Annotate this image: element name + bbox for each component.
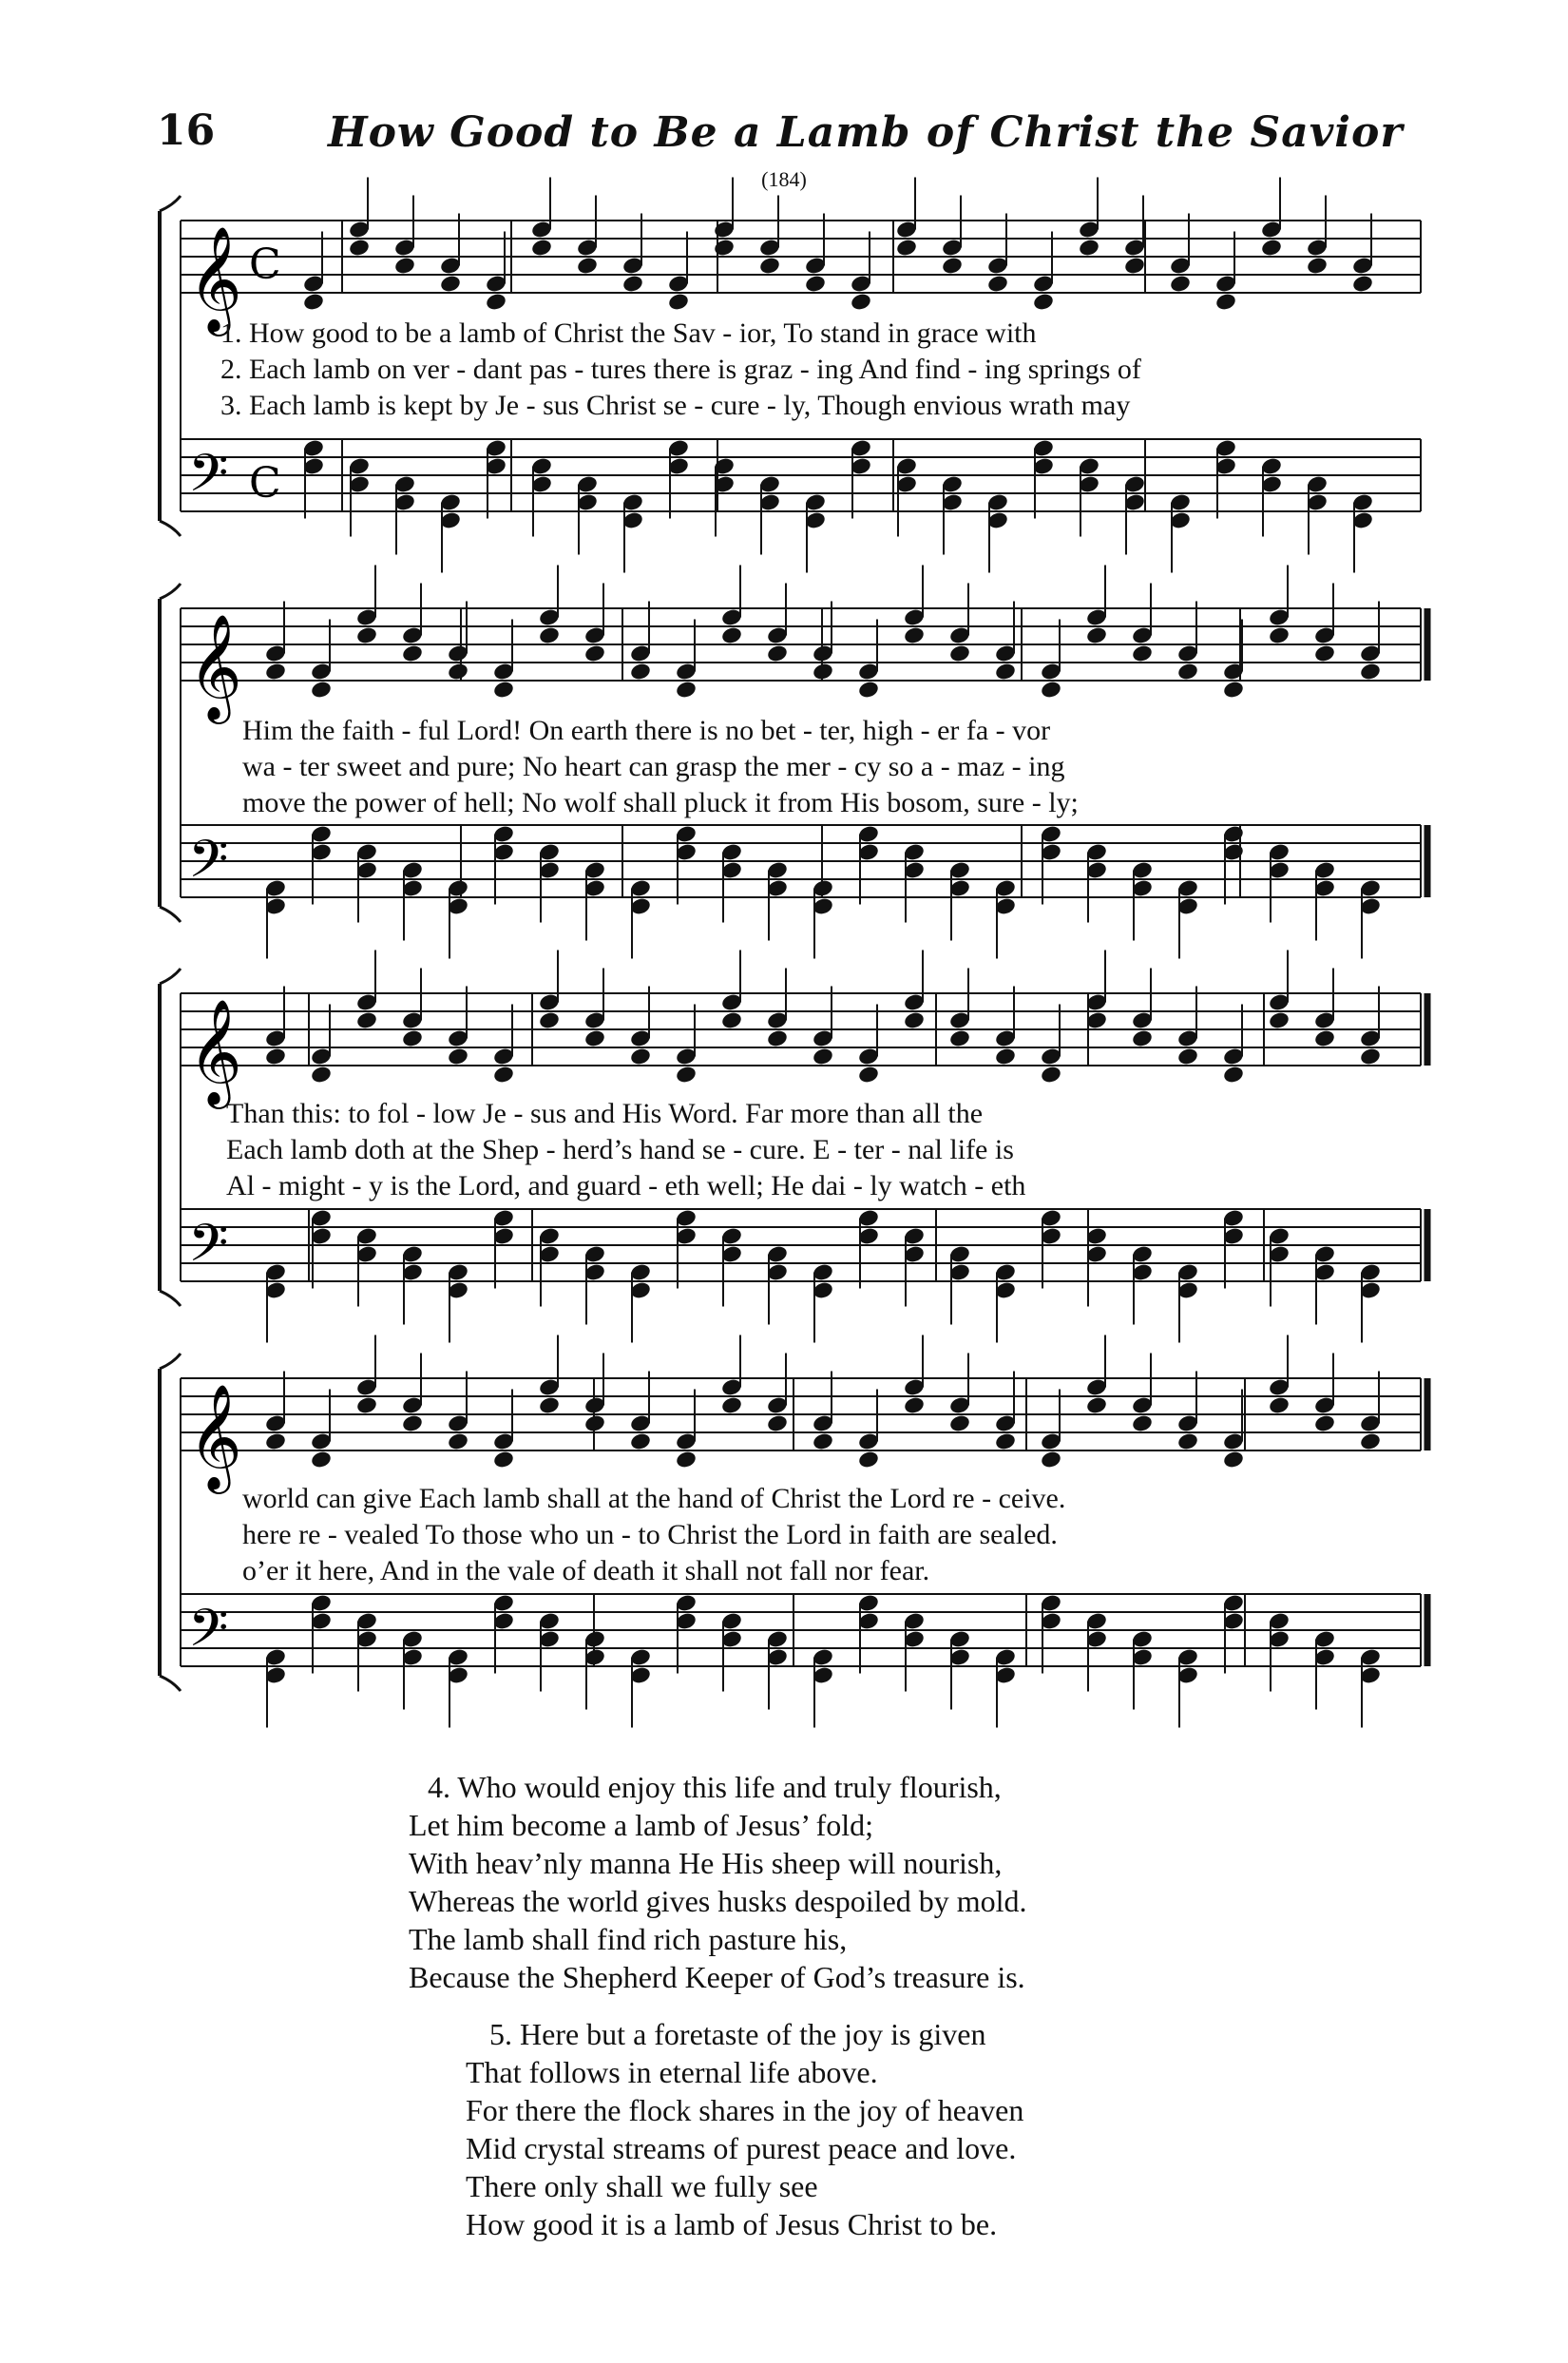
notehead: [583, 1413, 606, 1433]
notehead: [401, 644, 424, 663]
verse-line: The lamb shall find rich pasture his,: [409, 1922, 848, 1956]
bass-clef-icon: 𝄢: [188, 1213, 229, 1286]
notehead: [804, 274, 827, 294]
notehead: [903, 625, 926, 645]
notehead: [941, 256, 964, 276]
notehead: [1313, 1028, 1336, 1048]
lyric-line: here re - vealed To those who un - to Christ the Lord in faith are sealed.: [242, 1519, 1058, 1550]
notehead: [766, 1413, 789, 1433]
lyric-line: Him the faith - ful Lord! On earth there is no bet - ter, high - er fa - vor: [242, 715, 1051, 746]
notehead: [629, 662, 652, 682]
bracket-curl: [160, 1291, 181, 1306]
treble-clef-icon: 𝄞: [188, 1383, 242, 1489]
notehead: [1214, 292, 1237, 312]
notehead: [1359, 1431, 1382, 1451]
notehead: [758, 256, 781, 276]
common-time-icon: C: [249, 240, 281, 289]
notehead: [629, 1047, 652, 1066]
notehead: [629, 1431, 652, 1451]
notehead: [583, 1028, 606, 1048]
bass-clef-icon: 𝄢: [188, 443, 229, 516]
notehead: [1351, 274, 1374, 294]
notehead: [713, 238, 736, 258]
notehead: [895, 238, 918, 258]
notehead: [903, 1395, 926, 1415]
notehead: [994, 1047, 1017, 1066]
notehead: [720, 625, 743, 645]
notehead: [1123, 256, 1146, 276]
verse-line: Mid crystal streams of purest peace and love.: [466, 2131, 1017, 2165]
notehead: [903, 1010, 926, 1030]
notehead: [994, 1431, 1017, 1451]
notehead: [1306, 256, 1329, 276]
notehead: [812, 1431, 834, 1451]
notehead: [302, 292, 325, 312]
notehead: [857, 1450, 880, 1470]
notehead: [1222, 680, 1245, 700]
lyric-line: Than this: to fol - low Je - sus and His Word. Far more than all the: [226, 1098, 984, 1129]
notehead: [530, 238, 553, 258]
lyric-line: 1. How good to be a lamb of Christ the Sav - ior, To stand in grace with: [220, 317, 1037, 349]
notehead: [348, 238, 371, 258]
notehead: [492, 1450, 515, 1470]
notehead: [850, 292, 872, 312]
notehead: [1222, 1450, 1245, 1470]
treble-clef-icon: 𝄞: [188, 225, 242, 332]
page-number: 16: [157, 106, 216, 155]
notehead: [1222, 1065, 1245, 1085]
treble-clef-icon: 𝄞: [188, 613, 242, 720]
notehead: [1313, 644, 1336, 663]
notehead: [1131, 1413, 1154, 1433]
lyric-line: o’er it here, And in the vale of death it shall not fall nor fear.: [242, 1555, 930, 1586]
notehead: [538, 1010, 561, 1030]
notehead: [1078, 238, 1100, 258]
notehead: [1313, 1413, 1336, 1433]
notehead: [355, 1010, 378, 1030]
verse-line: With heav’nly manna He His sheep will nourish,: [409, 1846, 1003, 1880]
notehead: [948, 1413, 971, 1433]
bracket-curl: [160, 196, 181, 211]
notehead: [675, 1450, 698, 1470]
notehead: [1085, 625, 1108, 645]
notehead: [766, 644, 789, 663]
verse-line: There only shall we fully see: [466, 2169, 818, 2203]
lyric-line: Al - might - y is the Lord, and guard - eth well; He dai - ly watch - eth: [226, 1170, 1026, 1201]
verse-line: For there the flock shares in the joy of heaven: [466, 2093, 1024, 2127]
notehead: [355, 1395, 378, 1415]
verse-line: 4. Who would enjoy this life and truly flourish,: [428, 1770, 1002, 1804]
notehead: [439, 274, 462, 294]
notehead: [1260, 238, 1283, 258]
notehead: [1268, 1010, 1291, 1030]
notehead: [667, 292, 690, 312]
hymn-title: How Good to Be a Lamb of Christ the Savior: [328, 108, 1404, 157]
notehead: [1040, 680, 1062, 700]
verse-line: Because the Shepherd Keeper of God’s treasure is.: [409, 1960, 1025, 1994]
notehead: [675, 1065, 698, 1085]
bracket-curl: [160, 1354, 181, 1369]
notehead: [1268, 625, 1291, 645]
notehead: [994, 662, 1017, 682]
notehead: [948, 644, 971, 663]
notehead: [1085, 1395, 1108, 1415]
verse-line: 5. Here but a foretaste of the joy is given: [489, 2017, 986, 2051]
bracket-curl: [160, 969, 181, 984]
lyric-line: 3. Each lamb is kept by Je - sus Christ se - cure - ly, Though envious wrath may: [220, 390, 1131, 421]
notehead: [766, 1028, 789, 1048]
notehead: [538, 625, 561, 645]
lyric-line: world can give Each lamb shall at the hand of Christ the Lord re - ceive.: [242, 1483, 1066, 1514]
notehead: [447, 1047, 469, 1066]
verse-5: [466, 2015, 1024, 2243]
notehead: [576, 256, 599, 276]
notehead: [401, 1028, 424, 1048]
notehead: [310, 680, 333, 700]
verse-line: That follows in eternal life above.: [466, 2055, 878, 2089]
notehead: [1040, 1065, 1062, 1085]
notehead: [1169, 274, 1192, 294]
verse-line: How good it is a lamb of Jesus Christ to be.: [466, 2207, 998, 2241]
verse-line: Let him become a lamb of Jesus’ fold;: [409, 1808, 874, 1842]
bracket-curl: [160, 1676, 181, 1691]
notehead: [812, 662, 834, 682]
notehead: [1268, 1395, 1291, 1415]
notehead: [1131, 644, 1154, 663]
notehead: [812, 1047, 834, 1066]
lyric-line: wa - ter sweet and pure; No heart can grasp the mer - cy so a - maz - ing: [242, 751, 1065, 782]
notehead: [538, 1395, 561, 1415]
notehead: [1131, 1028, 1154, 1048]
notehead: [675, 680, 698, 700]
notehead: [1176, 1431, 1199, 1451]
notehead: [485, 292, 507, 312]
lyric-line: move the power of hell; No wolf shall pluck it from His bosom, sure - ly;: [242, 787, 1079, 818]
notehead: [492, 680, 515, 700]
notehead: [1359, 1047, 1382, 1066]
common-time-icon: C: [249, 459, 281, 508]
notehead: [492, 1065, 515, 1085]
notehead: [447, 1431, 469, 1451]
bracket-curl: [160, 584, 181, 599]
notehead: [1359, 662, 1382, 682]
notehead: [401, 1413, 424, 1433]
notehead: [1032, 292, 1055, 312]
bass-clef-icon: 𝄢: [188, 829, 229, 902]
notehead: [948, 1028, 971, 1048]
notehead: [1176, 1047, 1199, 1066]
notehead: [1176, 662, 1199, 682]
notehead: [1040, 1450, 1062, 1470]
bracket-curl: [160, 521, 181, 536]
notehead: [310, 1065, 333, 1085]
notehead: [393, 256, 416, 276]
notehead: [264, 662, 287, 682]
notehead: [720, 1395, 743, 1415]
notehead: [857, 1065, 880, 1085]
verse-line: Whereas the world gives husks despoiled by mold.: [409, 1884, 1027, 1918]
notehead: [621, 274, 644, 294]
verse-4: [409, 1768, 1027, 1996]
treble-clef-icon: 𝄞: [188, 998, 242, 1105]
notehead: [986, 274, 1009, 294]
notehead: [264, 1047, 287, 1066]
notehead: [310, 1450, 333, 1470]
hymn-number: (184): [761, 167, 807, 191]
bass-clef-icon: 𝄢: [188, 1598, 229, 1671]
notehead: [857, 680, 880, 700]
notehead: [264, 1431, 287, 1451]
notehead: [720, 1010, 743, 1030]
lyric-line: 2. Each lamb on ver - dant pas - tures there is graz - ing And find - ing springs of: [220, 354, 1141, 385]
bracket-curl: [160, 907, 181, 922]
notehead: [447, 662, 469, 682]
notehead: [583, 644, 606, 663]
lyric-line: Each lamb doth at the Shep - herd’s hand se - cure. E - ter - nal life is: [226, 1134, 1014, 1165]
notehead: [355, 625, 378, 645]
